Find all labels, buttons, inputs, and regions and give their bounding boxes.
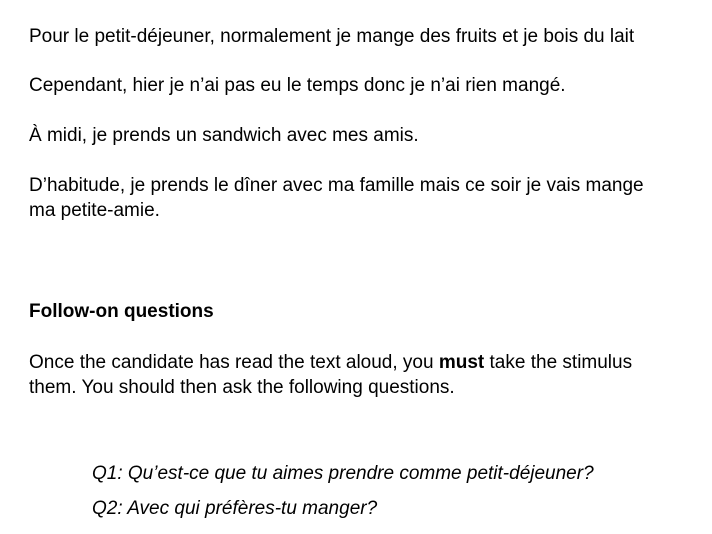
instruction-line-2: them. You should then ask the following questions.: [29, 377, 455, 398]
instruction-text-before: Once the candidate has read the text aloud, you: [29, 352, 439, 373]
paragraph-dinner-line-2: ma petite-amie.: [29, 200, 160, 221]
section-heading-follow-on-questions: Follow-on questions: [29, 301, 214, 322]
question-1: Q1: Qu’est-ce que tu aimes prendre comme petit-déjeuner?: [92, 463, 594, 484]
instruction-must-emphasis: must: [438, 352, 485, 373]
instruction-line-1: [29, 351, 632, 375]
question-2: Q2: Avec qui préfères-tu manger?: [92, 498, 378, 519]
paragraph-dinner-line-1: D’habitude, je prends le dîner avec ma famille mais ce soir je vais mange: [29, 175, 644, 196]
instruction-text-after: take the stimulus: [484, 352, 633, 373]
paragraph-yesterday: Cependant, hier je n’ai pas eu le temps donc je n’ai rien mangé.: [29, 75, 566, 96]
paragraph-breakfast: Pour le petit-déjeuner, normalement je mange des fruits et je bois du lait: [29, 26, 635, 47]
paragraph-noon: À midi, je prends un sandwich avec mes amis.: [29, 125, 419, 146]
